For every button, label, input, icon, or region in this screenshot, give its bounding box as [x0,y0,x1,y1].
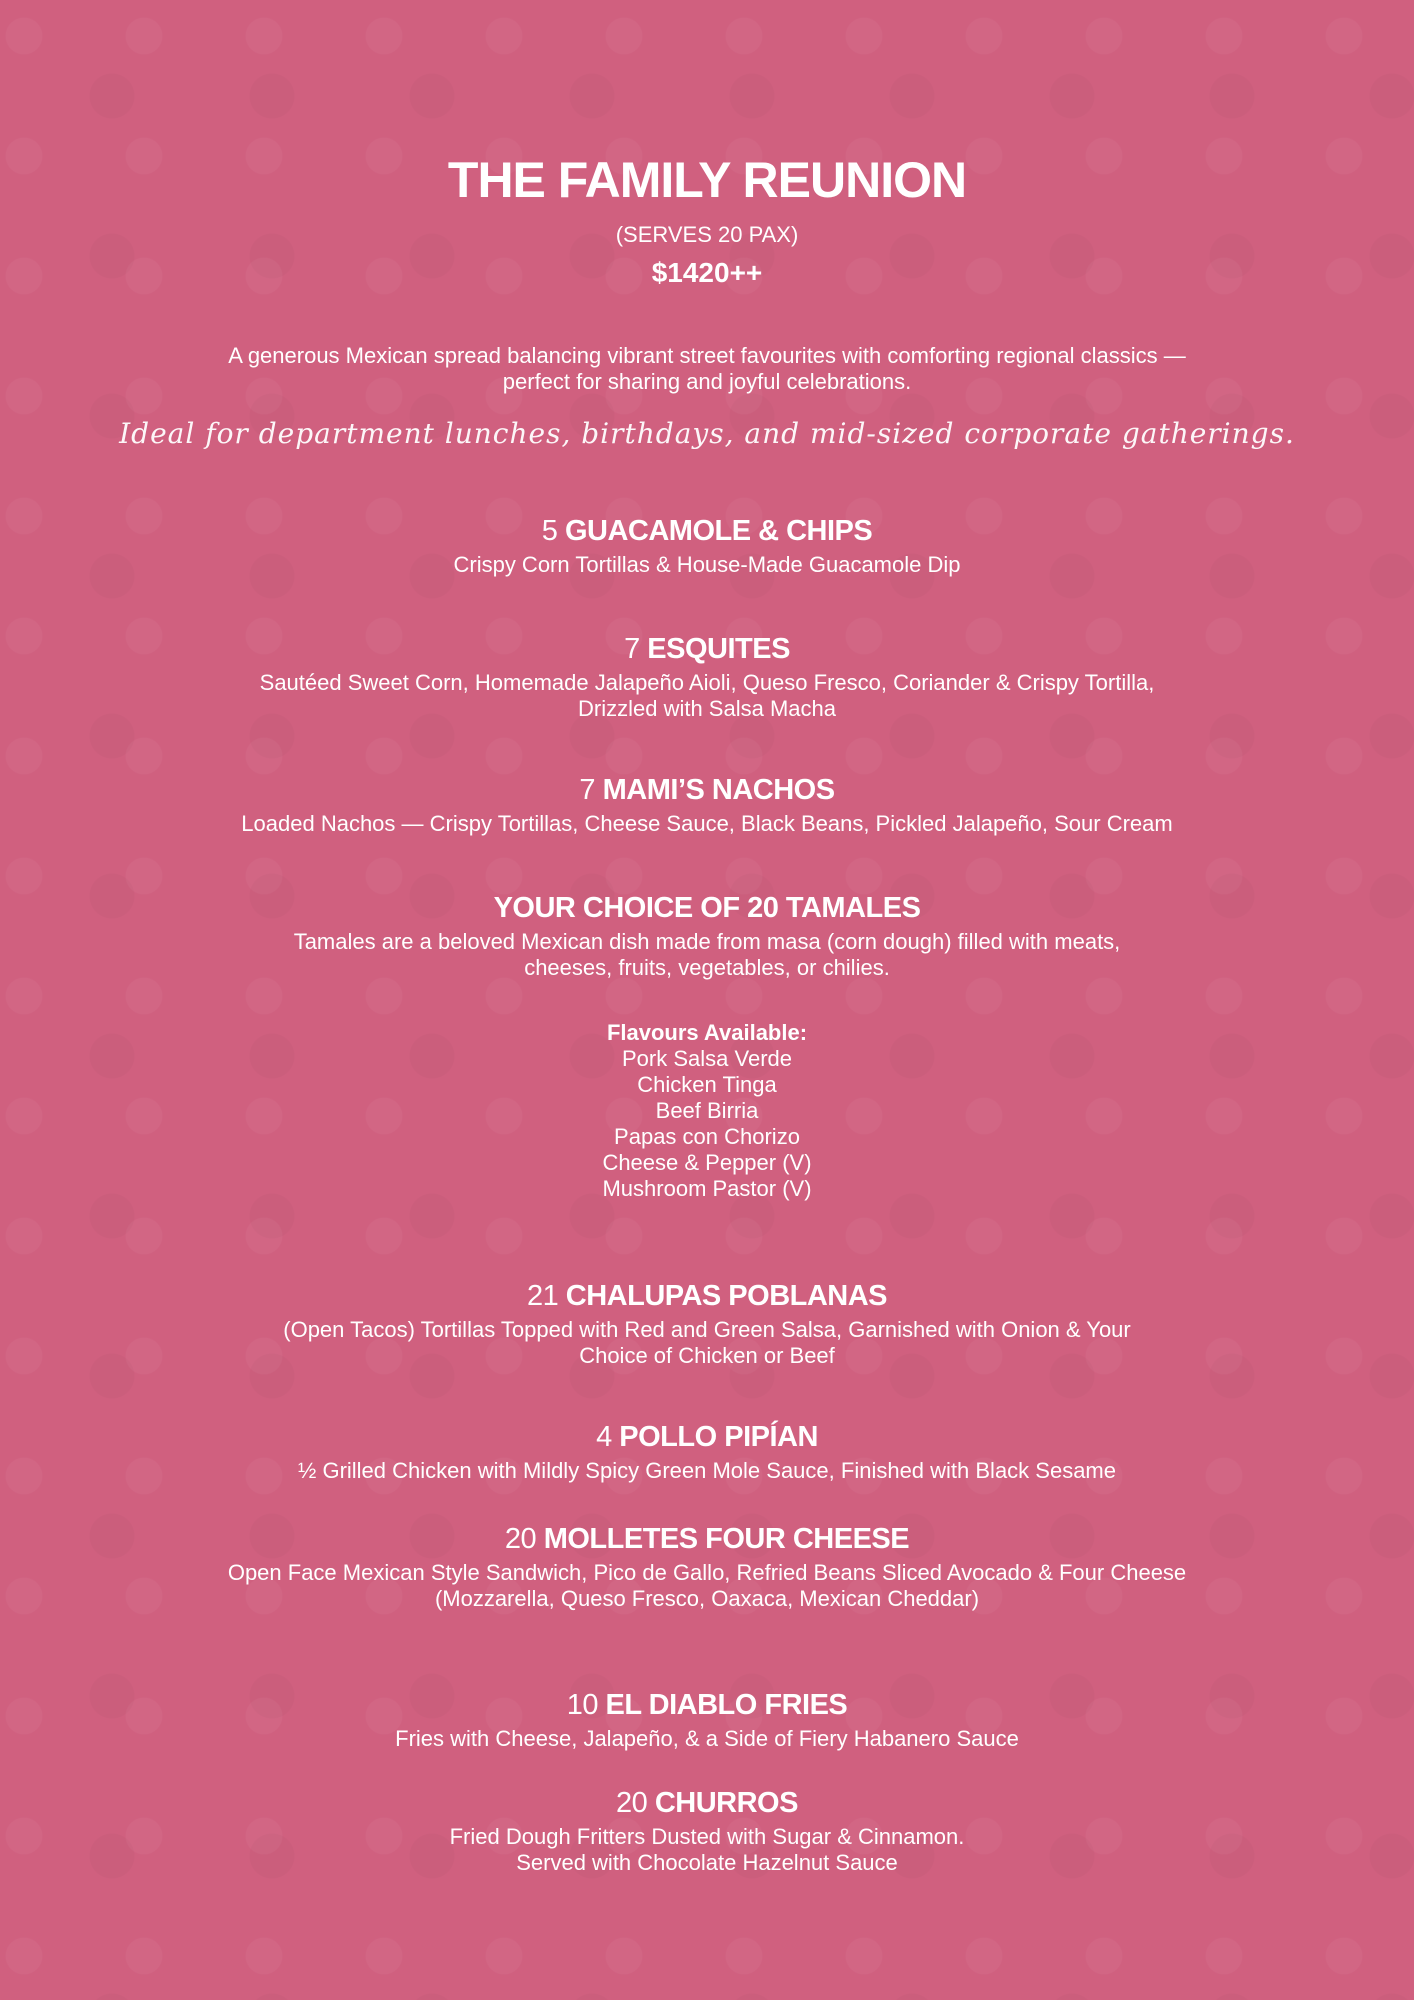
menu-intro [0,343,1414,395]
item-description: Sautéed Sweet Corn, Homemade Jalapeño Aioli, Queso Fresco, Coriander & Crispy Tortilla, [259,670,1155,695]
item-description-cont: Drizzled with Salsa Macha [578,696,836,721]
item-description-cont: Choice of Chicken or Beef [579,1343,835,1368]
item-name: POLLO PIPÍAN [619,1421,818,1453]
menu-price: $1420++ [651,257,763,288]
menu-item [0,1521,1414,1612]
item-description: Fries with Cheese, Jalapeño, & a Side of Fiery Habanero Sauce [395,1726,1019,1751]
item-quantity: 10 [566,1689,598,1721]
item-name: CHALUPAS POBLANAS [565,1280,888,1312]
menu-item [0,1785,1414,1876]
menu-item [0,772,1414,837]
item-name: MOLLETES FOUR CHEESE [543,1523,910,1555]
flavour-item: Pork Salsa Verde [622,1046,792,1071]
item-description: Loaded Nachos — Crispy Tortillas, Cheese Sauce, Black Beans, Pickled Jalapeño, Sour Cream [241,811,1173,836]
item-quantity: 5 [541,515,558,547]
item-name: CHURROS [654,1787,798,1819]
item-heading [0,1521,1414,1557]
menu-item [0,1687,1414,1752]
item-description: Tamales are a beloved Mexican dish made from masa (corn dough) filled with meats, [293,929,1121,954]
item-heading [0,1278,1414,1314]
menu-item [0,890,1414,981]
item-quantity: 20 [504,1523,537,1555]
item-heading [0,1785,1414,1821]
menu-item [0,1419,1414,1484]
item-heading [0,513,1414,549]
menu-item [0,1278,1414,1369]
flavours-label: Flavours Available: [606,1020,808,1045]
item-quantity: 21 [526,1280,559,1312]
flavour-item: Papas con Chorizo [614,1124,800,1149]
flavour-item: Mushroom Pastor (V) [602,1176,812,1201]
item-name: GUACAMOLE & CHIPS [564,515,873,547]
item-description: (Open Tacos) Tortillas Topped with Red and Green Salsa, Garnished with Onion & Your [283,1317,1131,1342]
menu-item [0,631,1414,722]
serves-note: (SERVES 20 PAX) [615,222,799,247]
item-heading [0,1687,1414,1723]
menu-tagline: Ideal for department lunches, birthdays, and mid-sized corporate gatherings. [119,417,1295,450]
item-quantity: 4 [596,1421,612,1453]
item-name: ESQUITES [647,633,790,665]
item-name: MAMI’S NACHOS [602,774,835,806]
flavour-item: Cheese & Pepper (V) [602,1150,812,1175]
item-description-cont: (Mozzarella, Queso Fresco, Oaxaca, Mexican Cheddar) [434,1586,980,1611]
item-description: Crispy Corn Tortillas & House-Made Guacamole Dip [453,552,961,577]
item-quantity: 7 [579,774,596,806]
intro-line-1: A generous Mexican spread balancing vibrant street favourites with comforting regional classics — [228,343,1186,368]
item-heading [0,631,1414,667]
item-quantity: 7 [624,633,640,665]
item-name: EL DIABLO FRIES [605,1689,848,1721]
item-name: YOUR CHOICE OF 20 TAMALES [493,892,921,924]
item-heading [0,772,1414,808]
item-description-cont: Served with Chocolate Hazelnut Sauce [516,1850,898,1875]
item-quantity: 20 [616,1787,648,1819]
flavour-item: Beef Birria [655,1098,759,1123]
item-heading [0,1419,1414,1455]
item-description: Fried Dough Fritters Dusted with Sugar & Cinnamon. [449,1824,965,1849]
item-description-cont: cheeses, fruits, vegetables, or chilies. [524,955,890,980]
intro-line-2: perfect for sharing and joyful celebrations. [502,369,912,394]
item-heading [0,890,1414,926]
flavours-list [0,1020,1414,1202]
item-description: Open Face Mexican Style Sandwich, Pico de Gallo, Refried Beans Sliced Avocado & Four Cheese [227,1560,1187,1585]
menu-title: THE FAMILY REUNION [447,152,967,208]
menu-item [0,513,1414,578]
flavour-item: Chicken Tinga [637,1072,777,1097]
item-description: ½ Grilled Chicken with Mildly Spicy Green Mole Sauce, Finished with Black Sesame [298,1458,1116,1483]
